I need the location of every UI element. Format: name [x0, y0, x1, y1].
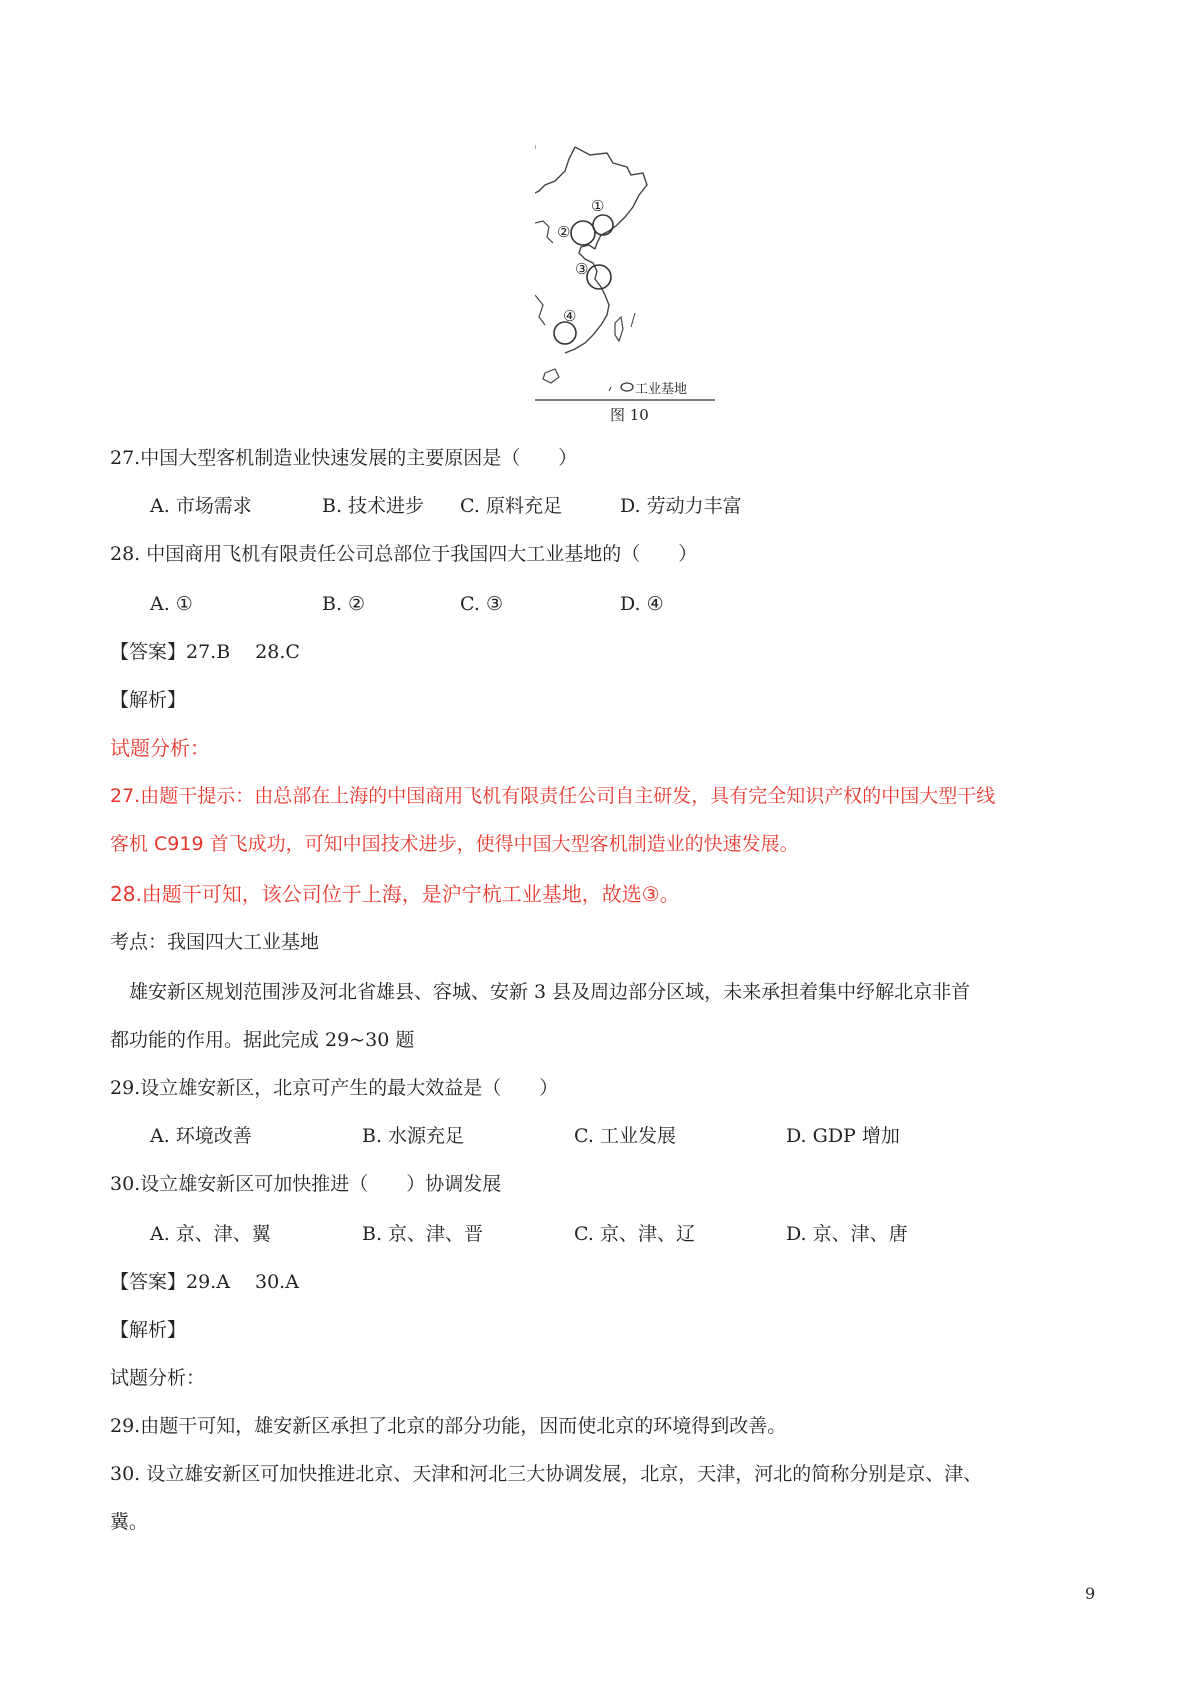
q28-option-b: B. ② — [322, 593, 366, 615]
analysis-27-line1: 27.由题干提示：由总部在上海的中国商用飞机有限责任公司自主研发，具有完全知识产权的中国大型干线 — [110, 785, 996, 807]
answer-27-28: 【答案】27.B 28.C — [110, 641, 300, 663]
q30-option-a: A. 京、津、翼 — [150, 1223, 271, 1245]
q28-stem: 28. 中国商用飞机有限责任公司总部位于我国四大工业基地的（ ） — [110, 543, 698, 565]
legend-circle — [621, 383, 633, 391]
q28-option-d: D. ④ — [620, 593, 664, 615]
q28-option-c: C. ③ — [460, 593, 503, 615]
kaodian: 考点：我国四大工业基地 — [110, 931, 320, 953]
q29-option-c: C. 工业发展 — [574, 1125, 676, 1147]
q27-option-a: A. 市场需求 — [150, 495, 252, 517]
analysis-29: 29.由题干可知，雄安新区承担了北京的部分功能，因而使北京的环境得到改善。 — [110, 1415, 787, 1437]
q29-option-a: A. 环境改善 — [150, 1125, 252, 1147]
q29-option-d: D. GDP 增加 — [786, 1125, 900, 1147]
marker-label-2: ② — [557, 223, 571, 241]
marker-label-1: ① — [591, 197, 605, 215]
q27-option-c: C. 原料充足 — [460, 495, 562, 517]
q30-option-b: B. 京、津、晋 — [362, 1223, 484, 1245]
analysis-30-line2: 冀。 — [110, 1511, 149, 1533]
map-figure — [535, 145, 715, 405]
analysis-30-line1: 30. 设立雄安新区可加快推进北京、天津和河北三大协调发展，北京，天津，河北的简称分别是京、津、 — [110, 1463, 983, 1485]
china-map-outline — [535, 145, 715, 405]
analysis-27-line2: 客机 C919 首飞成功，可知中国技术进步，使得中国大型客机制造业的快速发展。 — [110, 833, 799, 855]
q30-stem: 30.设立雄安新区可加快推进（ ）协调发展 — [110, 1173, 502, 1195]
marker-circle-4 — [554, 322, 576, 344]
q30-option-d: D. 京、津、唐 — [786, 1223, 908, 1245]
q27-stem: 27.中国大型客机制造业快速发展的主要原因是（ ） — [110, 447, 578, 469]
legend-label: 工业基地 — [635, 382, 688, 397]
q27-option-d: D. 劳动力丰富 — [620, 495, 742, 517]
analysis-label-2: 【解析】 — [110, 1319, 187, 1341]
marker-label-4: ④ — [563, 307, 577, 325]
figure-caption: 图 10 — [610, 406, 649, 424]
q30-option-c: C. 京、津、辽 — [574, 1223, 695, 1245]
analysis-title-1: 试题分析： — [110, 736, 210, 760]
marker-circle-1 — [593, 215, 613, 235]
q28-option-a: A. ① — [150, 593, 193, 615]
q29-option-b: B. 水源充足 — [362, 1125, 465, 1147]
q29-stem: 29.设立雄安新区，北京可产生的最大效益是（ ） — [110, 1077, 559, 1099]
answer-29-30: 【答案】29.A 30.A — [110, 1271, 299, 1293]
intro-line1: 雄安新区规划范围涉及河北省雄县、容城、安新 3 县及周边部分区域，未来承担着集中纾解北京非首 — [110, 981, 971, 1003]
marker-circle-2 — [571, 221, 595, 245]
q27-option-b: B. 技术进步 — [322, 495, 425, 517]
analysis-title-2: 试题分析： — [110, 1367, 206, 1389]
page-number: 9 — [1085, 1584, 1096, 1603]
marker-label-3: ③ — [575, 260, 589, 278]
analysis-28: 28.由题干可知，该公司位于上海，是沪宁杭工业基地，故选③。 — [110, 882, 680, 906]
analysis-label-1: 【解析】 — [110, 689, 187, 711]
intro-line2: 都功能的作用。据此完成 29~30 题 — [110, 1029, 415, 1051]
